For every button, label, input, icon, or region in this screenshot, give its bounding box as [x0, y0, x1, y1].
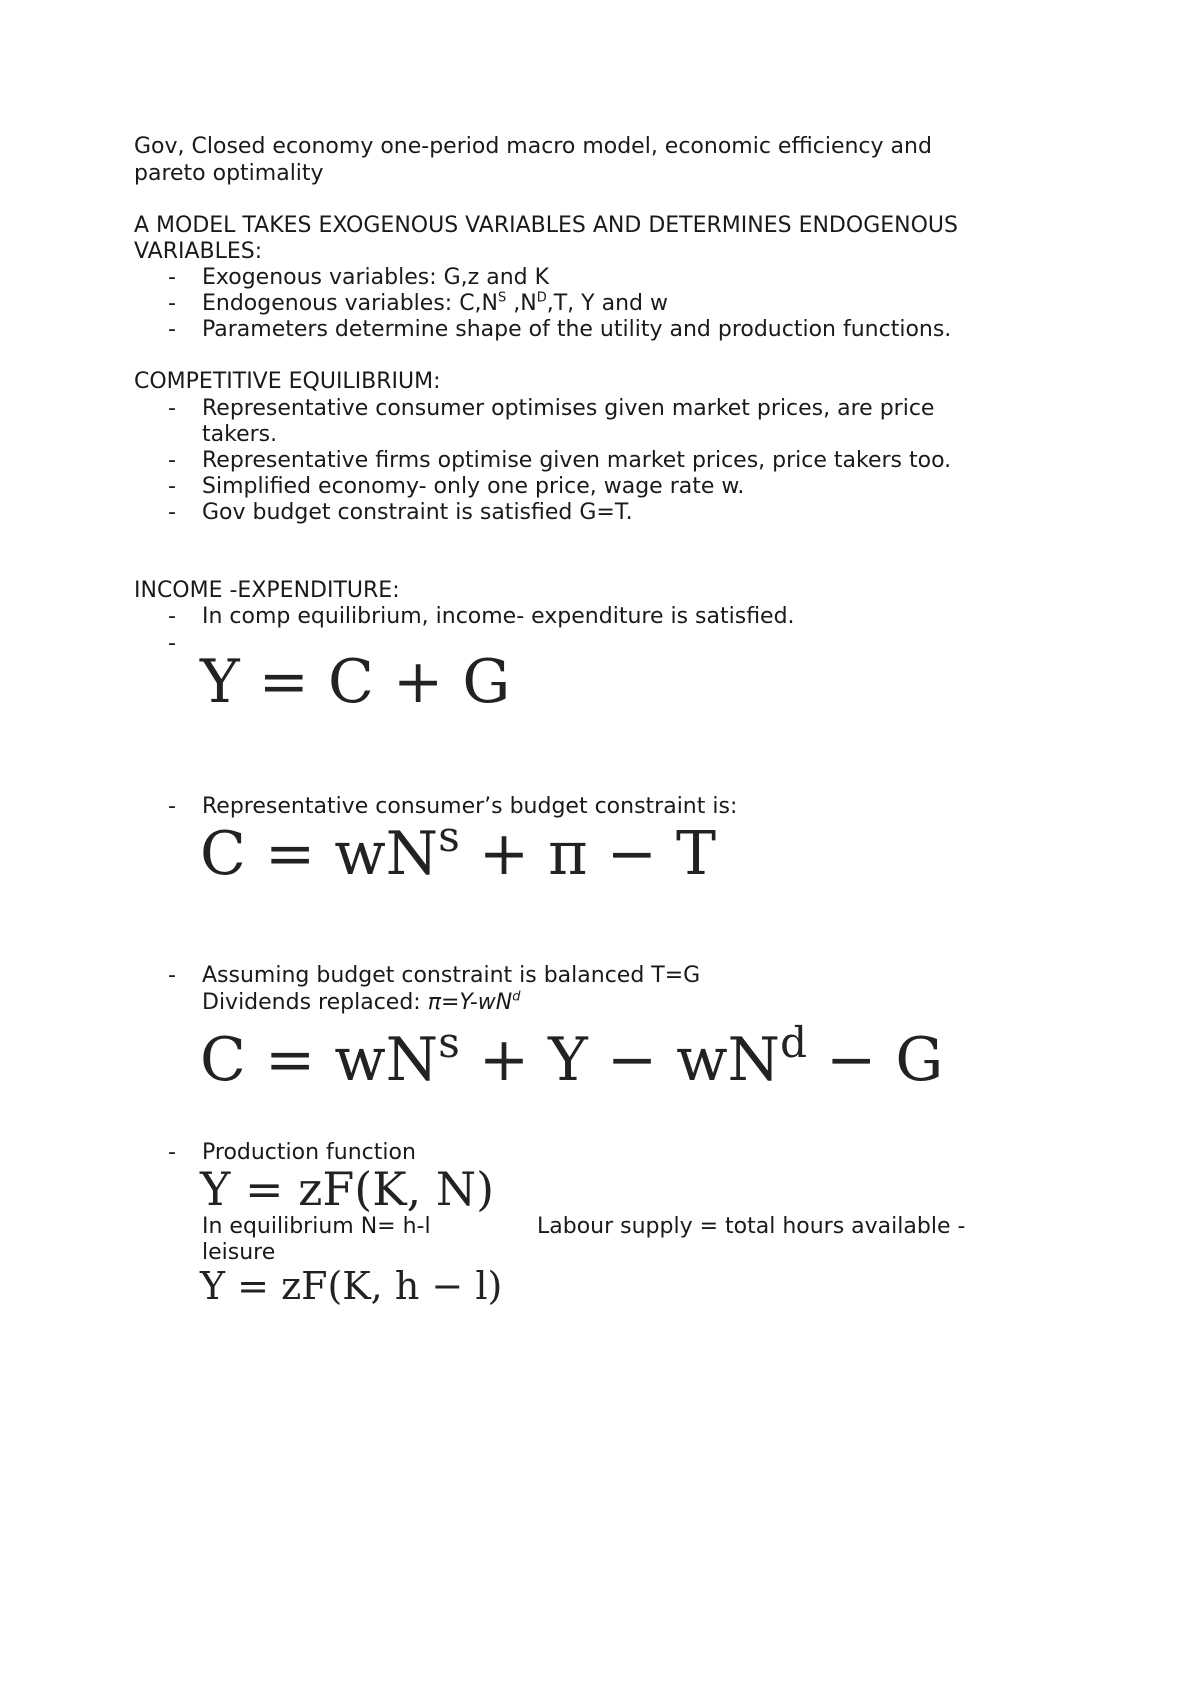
production-function-item: Production function [202, 1140, 416, 1165]
bullet-dash: - [168, 448, 176, 473]
endogenous-suffix: ,T, Y and w [546, 291, 668, 316]
model-heading-line-2: VARIABLES: [134, 239, 263, 264]
equilibrium-note: In equilibrium N= h-l [202, 1214, 431, 1239]
equation-production-with-leisure: Y = zF(K, h − l) [200, 1264, 503, 1308]
bullet-dash: - [168, 474, 176, 499]
bullet-dash: - [168, 396, 176, 421]
income-heading: INCOME -EXPENDITURE: [134, 578, 400, 603]
exogenous-item: Exogenous variables: G,z and K [202, 265, 550, 290]
parameters-item: Parameters determine shape of the utility and production functions. [202, 317, 952, 342]
bullet-dash: - [168, 1140, 176, 1165]
eq2-rest: + π − T [459, 819, 717, 889]
title-line-1: Gov, Closed economy one-period macro model, economic efficiency and [134, 134, 932, 159]
dividends-line [202, 989, 520, 1017]
dividends-formula: π=Y-wN [427, 990, 513, 1015]
bullet-dash: - [168, 604, 176, 629]
equation-consumption [200, 1017, 944, 1102]
eq3-part-c: − G [806, 1025, 944, 1095]
dividends-prefix: Dividends replaced: [202, 990, 428, 1015]
equation-production-function: Y = zF(K, N) [200, 1162, 495, 1216]
balanced-budget-item: Assuming budget constraint is balanced T=G [202, 963, 701, 988]
endogenous-mid: ,N [506, 291, 537, 316]
eq2-main: C = wN [200, 819, 439, 889]
leisure-word: leisure [202, 1240, 276, 1265]
competitive-item-1-line-1: Representative consumer optimises given market prices, are price [202, 396, 935, 421]
bullet-dash: - [168, 500, 176, 525]
bullet-dash: - [168, 631, 176, 656]
endogenous-prefix: Endogenous variables: C,N [202, 291, 499, 316]
eq2-superscript: s [438, 811, 460, 861]
competitive-item-2: Representative firms optimise given market prices, price takers too. [202, 448, 952, 473]
eq3-part-b: + Y − wN [459, 1025, 781, 1095]
eq3-superscript-d: d [780, 1017, 807, 1067]
eq3-part-a: C = wN [200, 1025, 439, 1095]
bullet-dash: - [168, 963, 176, 988]
endogenous-item [202, 290, 668, 318]
bullet-dash: - [168, 291, 176, 316]
competitive-item-3: Simplified economy- only one price, wage rate w. [202, 474, 745, 499]
labour-supply-note: Labour supply = total hours available - [537, 1214, 966, 1239]
title-line-2: pareto optimality [134, 161, 324, 186]
eq3-superscript-s: s [438, 1017, 460, 1067]
competitive-item-4: Gov budget constraint is satisfied G=T. [202, 500, 633, 525]
superscript-s: S [498, 290, 507, 306]
bullet-dash: - [168, 794, 176, 819]
competitive-heading: COMPETITIVE EQUILIBRIUM: [134, 369, 441, 394]
equation-income-expenditure: Y = C + G [200, 647, 511, 717]
superscript-d: D [536, 290, 547, 306]
budget-constraint-item: Representative consumer’s budget constraint is: [202, 794, 738, 819]
dividends-superscript: d [512, 989, 521, 1005]
model-heading-line-1: A MODEL TAKES EXOGENOUS VARIABLES AND DETERMINES ENDOGENOUS [134, 213, 958, 238]
equation-budget-constraint [200, 811, 717, 896]
bullet-dash: - [168, 317, 176, 342]
income-item-1: In comp equilibrium, income- expenditure is satisfied. [202, 604, 795, 629]
bullet-dash: - [168, 265, 176, 290]
competitive-item-1-line-2: takers. [202, 422, 278, 447]
